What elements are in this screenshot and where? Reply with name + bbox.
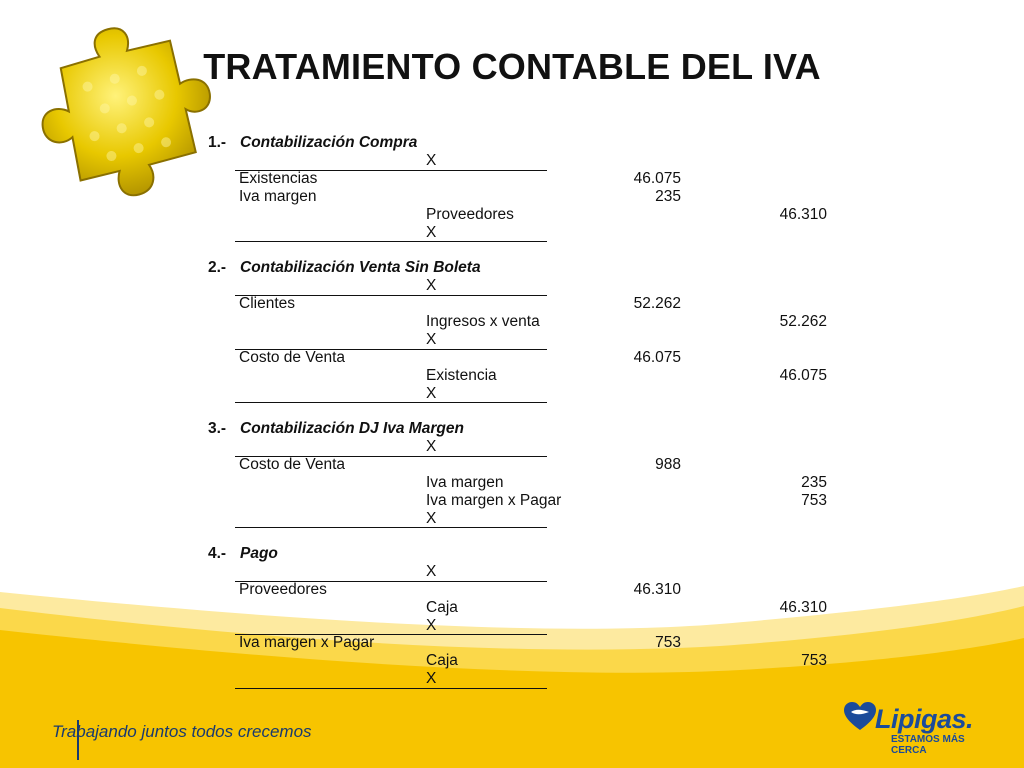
credit-account: Proveedores — [426, 206, 514, 223]
credit-account: Ingresos x venta — [426, 313, 540, 330]
brand-logo — [843, 700, 1003, 756]
debit-account: Iva margen — [239, 188, 317, 205]
credit-amount: 753 — [801, 492, 827, 509]
debit-account: Existencias — [239, 170, 318, 187]
section-header — [0, 259, 1024, 277]
debit-amount: 753 — [655, 634, 681, 651]
section-number: 3.- — [208, 420, 227, 437]
journal-row — [0, 295, 1024, 313]
section-title: Contabilización DJ Iva Margen — [240, 420, 464, 437]
heart-logo-icon — [843, 702, 877, 732]
x-mark: X — [426, 385, 437, 402]
brand-name: Lipigas. — [875, 704, 974, 734]
debit-amount: 235 — [655, 188, 681, 205]
x-mark: X — [426, 510, 437, 527]
credit-account: Caja — [426, 652, 458, 669]
credit-amount: 235 — [801, 474, 827, 491]
credit-account: Iva margen — [426, 474, 504, 491]
credit-account: Existencia — [426, 367, 497, 384]
credit-account: Iva margen x Pagar — [426, 492, 562, 509]
debit-account: Costo de Venta — [239, 456, 345, 473]
credit-account: Caja — [426, 599, 458, 616]
x-mark: X — [426, 331, 437, 348]
credit-amount: 46.310 — [779, 599, 827, 616]
debit-account: Costo de Venta — [239, 349, 345, 366]
debit-account: Proveedores — [239, 581, 327, 598]
x-mark: X — [426, 617, 437, 634]
debit-amount: 52.262 — [633, 295, 681, 312]
section-header — [0, 134, 1024, 152]
brand-tagline: ESTAMOS MÁS CERCA — [891, 734, 965, 756]
journal-row — [0, 492, 1024, 510]
journal-row — [0, 634, 1024, 652]
x-mark: X — [426, 563, 437, 580]
divider — [235, 688, 547, 689]
section-title: Contabilización Venta Sin Boleta — [240, 259, 481, 276]
journal-row — [0, 170, 1024, 188]
section-header — [0, 420, 1024, 438]
debit-account: Clientes — [239, 295, 295, 312]
journal-row — [0, 599, 1024, 617]
journal-row — [0, 367, 1024, 385]
divider — [235, 402, 547, 403]
credit-amount: 46.075 — [779, 367, 827, 384]
debit-amount: 46.310 — [633, 581, 681, 598]
journal-row — [0, 313, 1024, 331]
x-mark: X — [426, 277, 437, 294]
journal-row — [0, 474, 1024, 492]
credit-amount: 753 — [801, 652, 827, 669]
x-mark: X — [426, 438, 437, 455]
journal-row — [0, 652, 1024, 670]
divider — [235, 241, 547, 242]
section-number: 2.- — [208, 259, 227, 276]
section-number: 4.- — [208, 545, 227, 562]
section-number: 1.- — [208, 134, 227, 151]
journal-row — [0, 581, 1024, 599]
x-mark: X — [426, 670, 437, 687]
credit-amount: 46.310 — [779, 206, 827, 223]
section-title: Pago — [240, 545, 278, 562]
x-mark: X — [426, 152, 437, 169]
journal-row — [0, 188, 1024, 206]
section-title: Contabilización Compra — [240, 134, 418, 151]
debit-account: Iva margen x Pagar — [239, 634, 375, 651]
journal-row — [0, 206, 1024, 224]
debit-amount: 988 — [655, 456, 681, 473]
footer-slogan: Trabajando juntos todos crecemos — [52, 722, 312, 741]
journal-row — [0, 349, 1024, 367]
credit-amount: 52.262 — [779, 313, 827, 330]
divider — [235, 527, 547, 528]
debit-amount: 46.075 — [633, 170, 681, 187]
page-title: TRATAMIENTO CONTABLE DEL IVA — [203, 46, 821, 87]
x-mark: X — [426, 224, 437, 241]
debit-amount: 46.075 — [633, 349, 681, 366]
section-header — [0, 545, 1024, 563]
journal-row — [0, 456, 1024, 474]
